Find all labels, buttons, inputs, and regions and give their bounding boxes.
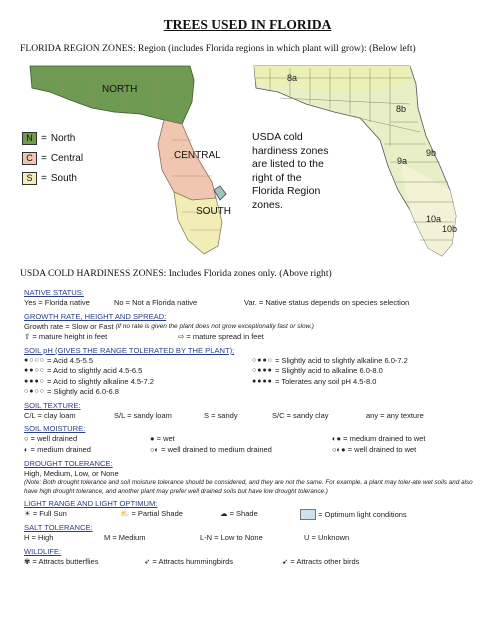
- salt-section: [24, 522, 478, 544]
- texture-section: [24, 400, 478, 422]
- page-title: TREES USED IN FLORIDA: [163, 17, 332, 32]
- key-item: = Acid to slightly acid 4.5-6.5: [47, 366, 143, 376]
- up-arrow-icon: ⇧: [24, 332, 31, 341]
- shade-icon: ☁: [220, 509, 228, 519]
- ph-dots-icon: ●●●●: [252, 377, 273, 385]
- drought-note: (Note: Both drought tolerance and soil moisture tolerance should be considered, and they are not the same. For example, a plant may toler-ate wet soils and also have high drought tolerance, and another plant may prefer well drained soils but have low drought tolerance.): [24, 479, 473, 495]
- key-item: S/C = sandy clay: [272, 410, 329, 420]
- key-item: = Acid to slightly alkaline 4.5-7.2: [47, 376, 154, 386]
- region-label-central: CENTRAL: [174, 150, 221, 161]
- key-item: = Full Sun: [32, 509, 67, 519]
- key-item: = well drained to medium drained: [161, 445, 272, 455]
- drop-outline-half-icon: ○◐: [150, 444, 160, 454]
- key-item: H = High: [24, 533, 54, 543]
- section-heading: NATIVE STATUS:: [24, 288, 84, 297]
- legend-swatch: S: [22, 172, 37, 185]
- light-section: [24, 498, 478, 520]
- legend-swatch: C: [22, 152, 37, 165]
- ph-dots-icon: ●○○○: [24, 356, 45, 364]
- legend-item-north: N = North: [22, 128, 83, 148]
- section-heading: WILDLIFE:: [24, 546, 62, 556]
- ph-section: [24, 345, 478, 398]
- key-item: No = Not a Florida native: [114, 298, 198, 307]
- key-item: S = sandy: [204, 410, 238, 420]
- key-item: = Slightly acid to slightly alkaline 6.0-7.2: [275, 355, 408, 365]
- key-item: = wet: [156, 434, 175, 444]
- key-item: = medium drained: [30, 445, 91, 455]
- key-item: S/L = sandy loam: [114, 410, 172, 420]
- section-heading: LIGHT RANGE AND LIGHT OPTIMUM:: [24, 499, 158, 509]
- key-item: any = any texture: [366, 410, 424, 420]
- drought-section: [24, 458, 478, 497]
- key-item: = Attracts other birds: [290, 556, 360, 566]
- sun-icon: ☀: [24, 509, 31, 519]
- ph-dots-icon: ●●○○: [24, 367, 45, 375]
- key-item: = Acid 4.5-5.5: [47, 355, 94, 365]
- key-item: Var. = Native status depends on species selection: [244, 298, 410, 307]
- legend-label: North: [50, 132, 76, 144]
- key-item: = Tolerates any soil pH 4.5-8.0: [275, 376, 377, 386]
- key-item: = well drained: [30, 434, 78, 444]
- zone-label: 10a: [426, 214, 442, 224]
- key-item: U = Unknown: [304, 533, 350, 543]
- key-item: = well drained to wet: [347, 445, 417, 455]
- section-heading: GROWTH RATE, HEIGHT AND SPREAD:: [24, 311, 167, 321]
- region-south: [174, 192, 222, 254]
- legend-item-central: C = Central: [22, 148, 83, 168]
- key-item: C/L = clay loam: [24, 410, 76, 420]
- zone-label: 9a: [397, 156, 408, 166]
- native-section: [24, 287, 478, 309]
- region-north: [30, 66, 194, 124]
- ph-dots-icon: ○●●○: [252, 356, 273, 364]
- drop-filled-icon: ●: [150, 434, 155, 444]
- region-intro: FLORIDA REGION ZONES: Region (includes Florida regions in which plant will grow): (Below left): [20, 43, 416, 54]
- region-label-south: SOUTH: [196, 206, 231, 217]
- right-arrow-icon: ⇨: [178, 332, 185, 341]
- zone-label: 9b: [426, 148, 437, 158]
- key-item: = Slightly acid 6.0-6.8: [47, 387, 119, 397]
- section-heading: SOIL MOISTURE:: [24, 424, 86, 434]
- symbol-key: [24, 287, 478, 569]
- butterfly-icon: ✾: [24, 556, 31, 566]
- usda-note: USDA cold hardiness zones are listed to the right of the Florida Region zones.: [252, 131, 329, 211]
- key-note: (if no rate is given the plant does not grow exceptionally fast or slow.): [115, 322, 314, 330]
- key-item: = Attracts hummingbirds: [152, 556, 234, 566]
- section-heading: SOIL pH (GIVES THE RANGE TOLERATED BY THE PLANT):: [24, 345, 235, 355]
- key-item: = Attracts butterflies: [32, 556, 99, 566]
- wildlife-section: [24, 546, 478, 568]
- drop-range-icon: ○◐●: [332, 444, 346, 454]
- drop-half-icon: ◐: [24, 444, 29, 454]
- legend-swatch: N: [22, 132, 37, 145]
- key-item: = mature height in feet: [32, 332, 108, 342]
- legend-item-south: S = South: [22, 168, 83, 188]
- key-item: High, Medium, Low, or None: [24, 468, 119, 478]
- key-item: = Optimum light conditions: [318, 509, 407, 519]
- key-item: = Partial Shade: [131, 509, 183, 519]
- legend-label: South: [50, 172, 77, 184]
- ph-dots-icon: ○●○○: [24, 388, 45, 396]
- key-item: = medium drained to wet: [343, 434, 426, 444]
- zone-label: 8a: [287, 73, 298, 83]
- optimum-light-icon: [300, 509, 316, 520]
- zone-label: 10b: [442, 224, 458, 234]
- region-legend: [22, 128, 83, 188]
- key-item: = mature spread in feet: [186, 332, 264, 342]
- drop-half-icon: ◐●: [332, 434, 342, 444]
- legend-label: Central: [50, 152, 84, 164]
- section-heading: SALT TOLERANCE:: [24, 523, 93, 533]
- key-item: M = Medium: [104, 533, 146, 543]
- region-label-north: NORTH: [102, 84, 138, 95]
- ph-dots-icon: ○●●●: [252, 367, 273, 375]
- hummingbird-icon: ➶: [144, 556, 151, 566]
- key-item: L-N = Low to None: [200, 533, 263, 543]
- bird-icon: ➹: [282, 556, 289, 566]
- key-item: Growth rate = Slow or Fast: [24, 321, 114, 331]
- section-heading: SOIL TEXTURE:: [24, 400, 81, 410]
- growth-section: [24, 311, 478, 343]
- drop-outline-icon: ○: [24, 434, 29, 444]
- key-item: = Shade: [229, 509, 258, 519]
- zone-label: 8b: [396, 104, 407, 114]
- key-item: Yes = Florida native: [24, 298, 90, 307]
- usda-intro: USDA COLD HARDINESS ZONES: Includes Florida zones only. (Above right): [20, 268, 332, 279]
- moisture-section: [24, 423, 478, 455]
- ph-dots-icon: ●●●○: [24, 377, 45, 385]
- key-item: = Slightly acid to alkaline 6.0-8.0: [275, 366, 383, 376]
- partial-shade-icon: ⛅: [120, 509, 130, 519]
- section-heading: DROUGHT TOLERANCE:: [24, 458, 113, 468]
